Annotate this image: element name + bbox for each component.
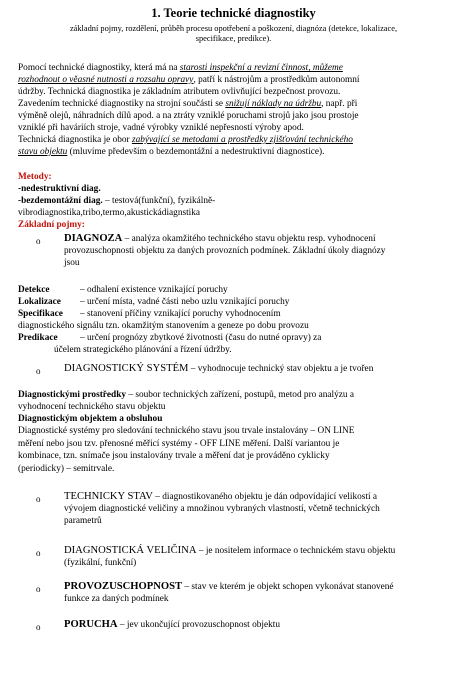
subtitle-line-1: základní pojmy, rozdělení, průběh procesu opotřebení a poškození, diagnóza (detekce, lokalizace, — [69, 24, 398, 33]
bullet-marker: o — [36, 584, 41, 594]
bullet-term: PORUCHA — [64, 619, 118, 630]
method-nondismantling — [18, 196, 215, 206]
intro-text: , např. při — [321, 99, 358, 109]
task-detekce — [18, 285, 228, 295]
prostredky-text: – soubor technických zařízení, postupů, metod pro analýzu a — [126, 390, 355, 400]
task-predikace-cont: účelem strategického plánování a řízení údržby. — [54, 345, 232, 355]
page-title: 1. Teorie technické diagnostiky — [151, 6, 316, 20]
bullet-technicky-stav-3: parametrů — [64, 516, 102, 526]
bullet-diagnosticka-velicina-2: (fyzikální, funkční) — [64, 558, 137, 568]
task-term: Specifikace — [18, 309, 63, 319]
intro-emphasis: stavu objektu — [18, 147, 68, 157]
task-specifikace — [18, 309, 281, 319]
intro-text: Pomocí technické diagnostiky, která má na — [18, 63, 180, 73]
bullet-term: DIAGNOSTICKÁ VELIČINA — [64, 545, 197, 556]
prostredky-line-2: vyhodnocení technického stavu objektu — [18, 402, 166, 412]
intro-text: (mluvíme především o bezdemontážní a nedestruktivní diagnostice). — [67, 147, 325, 157]
bullet-technicky-stav — [64, 491, 377, 502]
task-text: – stanovení příčiny vznikající poruchy vyhodnocením — [80, 309, 281, 319]
basic-terms-heading: Základní pojmy: — [18, 220, 85, 230]
bullet-porucha — [64, 619, 280, 630]
task-specifikace-cont: diagnostického signálu tzn. okamžitým stanovením a geneze po dobu provozu — [18, 321, 309, 331]
bullet-provozuschopnost-2: funkce za daných podmínek — [64, 594, 169, 604]
bullet-marker: o — [36, 494, 41, 504]
prostredky-term: Diagnostickými prostředky — [18, 390, 127, 400]
methods-heading: Metody: — [18, 172, 52, 182]
method-nondestructive: -nedestruktivní diag. — [18, 184, 101, 194]
diagnoza-line-3: jsou — [64, 258, 80, 268]
intro-line-8 — [18, 147, 324, 157]
subtitle-line-2: specifikace, predikce). — [195, 34, 272, 43]
system-term: DIAGNOSTICKÝ SYSTÉM — [64, 363, 189, 374]
intro-text: , patří k nástrojům a prostředkům autonomní — [193, 75, 360, 85]
bullet-text: – diagnostikovaného objektu je dán odpovídající velikostí a — [152, 492, 378, 502]
systems-line-2: měření nebo jsou tzv. přenosné měřicí systémy - OFF LINE měření. Další variantou je — [18, 439, 340, 449]
intro-line-6: vzniklé při haváriích stroje, vadné výrobky vzniklé nepřesností výroby apod. — [18, 123, 304, 133]
system-line — [64, 363, 373, 374]
diagnoza-term: DIAGNOZA — [64, 233, 123, 244]
bullet-technicky-stav-2: vývojem diagnostické veličiny a množinou vybraných vlastností, včetně technických — [64, 504, 380, 514]
intro-text: Zavedením technické diagnostiky na strojní součásti se — [18, 99, 226, 109]
task-term: Predikace — [18, 333, 58, 343]
method-term: -bezdemontážní diag. — [18, 196, 103, 206]
bullet-marker: o — [36, 366, 41, 376]
diagnoza-line-1 — [64, 233, 376, 244]
bullet-provozuschopnost — [64, 581, 394, 592]
diagnoza-text: – analýza okamžitého technického stavu objektu resp. vyhodnocení — [122, 234, 376, 244]
bullet-marker: o — [36, 548, 41, 558]
systems-line-3: kombinace, tzn. snímače jsou instalovány trvale a měření dat je prováděno cyklicky — [18, 451, 330, 461]
intro-line-1 — [18, 63, 343, 73]
systems-line-4: (periodicky) – semitrvale. — [18, 464, 115, 474]
system-text: – vyhodnocuje technický stav objektu a je tvořen — [188, 364, 374, 374]
task-term: Lokalizace — [18, 297, 61, 307]
task-term: Detekce — [18, 285, 50, 295]
intro-emphasis: zabývající se metodami a prostředky zjišťování technického — [131, 135, 353, 145]
method-text: – testová(funkční), fyzikálně- — [102, 196, 216, 206]
task-text: – odhalení existence vznikající poruchy — [80, 285, 228, 295]
objekt-heading: Diagnostickým objektem a obsluhou — [18, 414, 163, 424]
intro-emphasis: rozhodnout o věasné nutnosti a rozsahu opravy — [18, 75, 194, 85]
bullet-text: – jev ukončující provozuschopnost objektu — [117, 620, 280, 630]
prostredky-line-1 — [18, 390, 354, 400]
task-text: – určení místa, vadné části nebo uzlu vznikající poruchy — [80, 297, 290, 307]
diagnoza-line-2: provozuschopnosti objektu za daných provozních podmínek. Základní úkoly diagnózy — [64, 246, 386, 256]
task-lokalizace — [18, 297, 289, 307]
bullet-term: PROVOZUSCHOPNOST — [64, 581, 183, 592]
intro-line-4 — [18, 99, 357, 109]
intro-emphasis: snižují náklady na údržbu — [225, 99, 322, 109]
bullet-text: – je nositelem informace o technickém stavu objektu — [196, 546, 396, 556]
intro-line-2 — [18, 75, 359, 85]
method-list: vibrodiagnostika,tribo,termo,akustickádiagnstika — [18, 208, 201, 218]
bullet-text: – stav ve kterém je objekt schopen vykonávat stanovené — [182, 582, 394, 592]
intro-line-7 — [18, 135, 353, 145]
bullet-term: TECHNICKY STAV — [64, 491, 153, 502]
intro-line-3: údržby. Technická diagnostika je základním atributem ovlivňující bezpečnost provozu. — [18, 87, 341, 97]
systems-line-1: Diagnostické systémy pro sledování technického stavu jsou trvale instalovány – ON LINE — [18, 426, 355, 436]
intro-line-5: výměně olejů, náhradních dílů apod. a na ztráty vzniklé poruchami strojů jako jsou prostoje — [18, 111, 359, 121]
task-text: – určení prognózy zbytkové životnosti (času do nutné opravy) za — [80, 333, 322, 343]
bullet-marker: o — [36, 622, 41, 632]
bullet-marker: o — [36, 236, 41, 246]
intro-emphasis: starosti inspekční a revizní činnost, můžeme — [179, 63, 343, 73]
task-predikace — [18, 333, 321, 343]
intro-text: Technická diagnostika je obor — [18, 135, 132, 145]
bullet-diagnosticka-velicina — [64, 545, 395, 556]
